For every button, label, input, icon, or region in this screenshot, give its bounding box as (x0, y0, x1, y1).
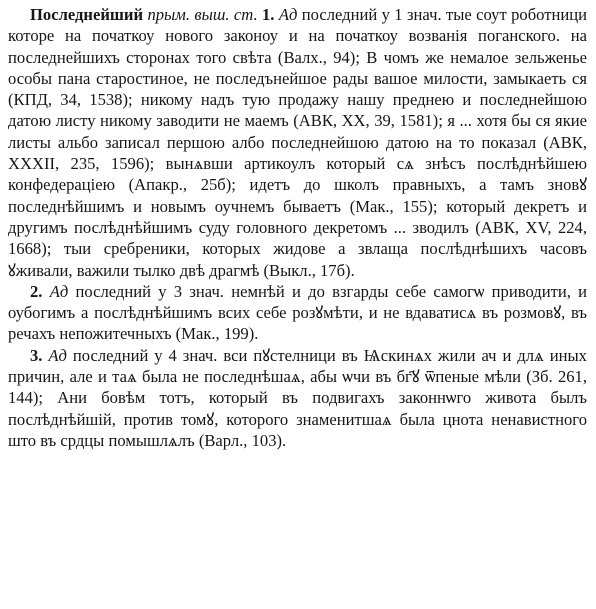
sense-3-reference: последний у 4 знач. (72, 345, 218, 365)
sense-2-number: 2. (30, 281, 43, 301)
sense-3-paragraph (8, 345, 587, 451)
sense-3-lemma: Ад (48, 345, 67, 365)
sense-2-reference: последний у 3 знач. (75, 281, 224, 301)
grammar-label: прым. выш. ст. (147, 5, 258, 24)
sense-3-number: 3. (30, 345, 43, 365)
headword: Последнейший (30, 5, 144, 24)
sense-1-paragraph (8, 4, 587, 281)
sense-2-paragraph (8, 281, 587, 345)
sense-3-body: вси пꙋстелници въ Ѩскинѧх жили ач и длѧ иных причин, але и таѧ была не последнѣшаѧ, абы ѡчи въ бг҃ꙋ ѿпеные мѣли (Зб. 261, 144); Ани бовѣм тотъ, который въ подвигахъ законнѡго живота былъ послѣднѣйшій, против томꙋ, которого знаменитшаѧ была цнота ненавистного што въ срдцы помышлѧлъ (Варл., 103). (8, 345, 587, 450)
sense-1-body: тые соут роботници которе на початкоу нового законоу и на початкоу возванія поганского. на последнейшихъ сторонах того свѣта (Валх., 94); В чомъ же немалое зельженье особы пана старостиное, не последънейшое рады вашое милости, замыкаеть ся (КПД, 34, 1538); никому надъ тую продажу нашу преднею и последнейшою датою листу никому заводити не маемъ (АВК, XX, 39, 1581); я ... хотя бы ся якие листы альбо записал першою албо последнейшою датою на то показал (АВК, XXXII, 235, 1596); вынѧвши артикоулъ который сѧ знѣсъ послѣднѣйшею конфедераціею (Апакр., 25б); идетъ до школъ правныхъ, а тамъ зновꙋ последнѣйшимъ и новымъ оучнемъ бываетъ (Мак., 155); который декретъ и другимъ послѣднѣйшимъ суду головного декретомъ ... зводилъ (АВК, XV, 224, 1668); тыи сребреники, которых жидове а звлаща послѣднѣшихъ часовъ ꙋживали, важили тылко двѣ драгмѣ (Выкл., 17б). (8, 5, 587, 280)
sense-2-lemma: Ад (49, 281, 69, 301)
sense-1-lemma: Ад (278, 5, 298, 24)
sense-1-reference: последний у 1 знач. (301, 5, 442, 24)
sense-1-number: 1. (261, 5, 275, 24)
sense-2-body: немнѣй и до взгарды себе самогѡ приводити, и оубогимъ а послѣднѣйшимъ всих себе розꙋмѣти, и не вдаватисѧ въ розмовꙋ, въ речахъ непожитечныхъ (Мак., 199). (8, 281, 588, 344)
